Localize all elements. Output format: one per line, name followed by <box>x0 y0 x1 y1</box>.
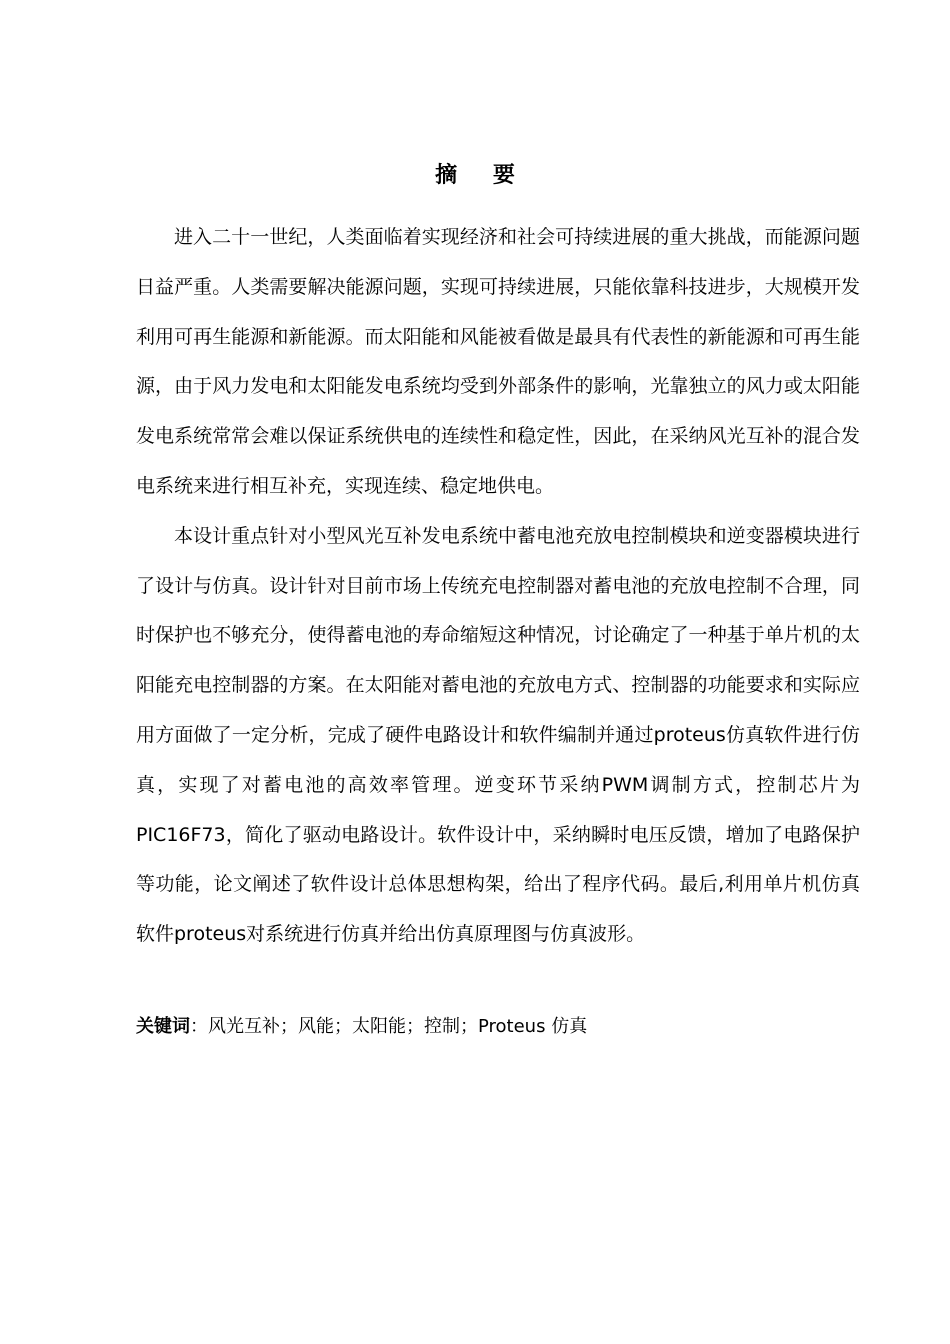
keywords-text: 风光互补；风能；太阳能；控制；Proteus 仿真 <box>208 1016 588 1037</box>
abstract-paragraph-2: 本设计重点针对小型风光互补发电系统中蓄电池充放电控制模块和逆变器模块进行了设计与仿真。设计针对目前市场上传统充电控制器对蓄电池的充放电控制不合理，同时保护也不够充分，使得蓄电池的寿命缩短这种情况，讨论确定了一种基于单片机的太阳能充电控制器的方案。在太阳能对蓄电池的充放电方式、控制器的功能要求和实际应用方面做了一定分析，完成了硬件电路设计和软件编制并通过proteus仿真软件进行仿真，实现了对蓄电池的高效率管理。逆变环节采纳PWM调制方式，控制芯片为PIC16F73，简化了驱动电路设计。软件设计中，采纳瞬时电压反馈，增加了电路保护等功能，论文阐述了软件设计总体思想构架，给出了程序代码。最后,利用单片机仿真软件proteus对系统进行仿真并给出仿真原理图与仿真波形。 <box>136 524 860 946</box>
keywords-label: 关键词 <box>136 1016 190 1037</box>
keywords-line <box>136 1011 860 1043</box>
keywords-separator: ： <box>190 1016 208 1037</box>
abstract-title: 摘 要 <box>435 163 529 188</box>
abstract-paragraph-1: 进入二十一世纪，人类面临着实现经济和社会可持续进展的重大挑战，而能源问题日益严重。人类需要解决能源问题，实现可持续进展，只能依靠科技进步，大规模开发利用可再生能源和新能源。而太阳能和风能被看做是最具有代表性的新能源和可再生能源，由于风力发电和太阳能发电系统均受到外部条件的影响，光靠独立的风力或太阳能发电系统常常会难以保证系统供电的连续性和稳定性，因此，在采纳风光互补的混合发电系统来进行相互补充，实现连续、稳定地供电。 <box>136 226 860 497</box>
abstract-body <box>136 213 860 960</box>
